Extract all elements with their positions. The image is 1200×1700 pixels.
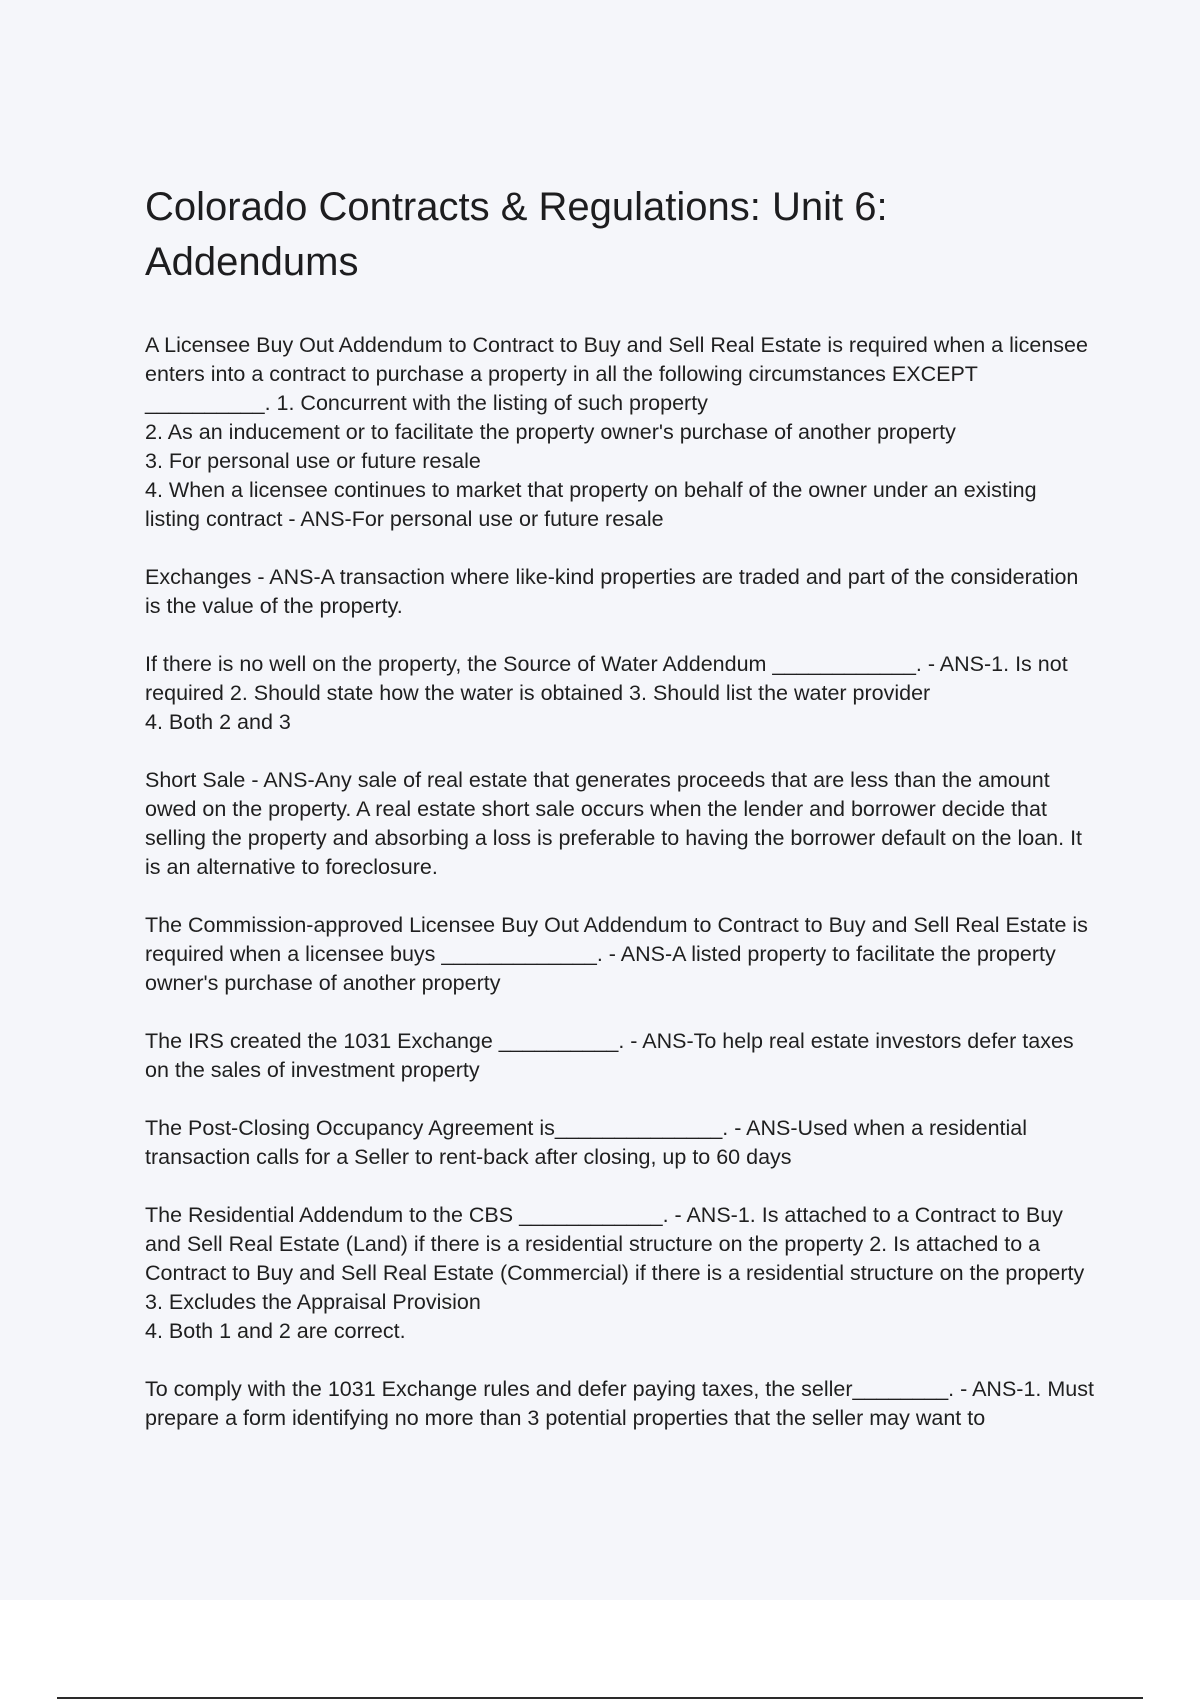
qa-item bbox=[145, 1201, 1095, 1346]
qa-item bbox=[145, 331, 1095, 534]
page-title: Colorado Contracts & Regulations: Unit 6: Addendums bbox=[145, 185, 888, 284]
qa-text: The IRS created the 1031 Exchange __________. - ANS-To help real estate investors defer taxes on the sales of investment property bbox=[145, 1029, 1074, 1082]
qa-item bbox=[145, 1375, 1095, 1433]
qa-item bbox=[145, 911, 1095, 998]
qa-text: The Commission-approved Licensee Buy Out Addendum to Contract to Buy and Sell Real Estate is required when a licensee buys _____________. - ANS-A listed property to facilitate the property owner's purchase of another property bbox=[145, 913, 1088, 995]
qa-item bbox=[145, 650, 1095, 737]
qa-text: Short Sale - ANS-Any sale of real estate that generates proceeds that are less than the amount owed on the property. A real estate short sale occurs when the lender and borrower decide that selling the property and absorbing a loss is preferable to having the borrower default on the loan. It is an alternative to foreclosure. bbox=[145, 768, 1083, 879]
qa-item bbox=[145, 563, 1095, 621]
qa-item bbox=[145, 1114, 1095, 1172]
qa-text: The Residential Addendum to the CBS ____________. - ANS-1. Is attached to a Contract to Buy and Sell Real Estate (Land) if there is a residential structure on the property 2. Is attached to a Contract to Buy and Sell Real Estate (Commercial) if there is a residential structure on the property 3. Excludes the Appraisal Provision 4. Both 1 and 2 are correct. bbox=[145, 1203, 1085, 1343]
qa-text: If there is no well on the property, the Source of Water Addendum ____________. - ANS-1. Is not required 2. Should state how the water is obtained 3. Should list the water provider 4. Both 2 and 3 bbox=[145, 652, 1068, 734]
qa-text: Exchanges - ANS-A transaction where like-kind properties are traded and part of the consideration is the value of the property. bbox=[145, 565, 1079, 618]
qa-item bbox=[145, 1027, 1095, 1085]
qa-list bbox=[145, 331, 1095, 1462]
footer-divider bbox=[57, 1697, 1143, 1699]
qa-text: To comply with the 1031 Exchange rules and defer paying taxes, the seller________. - ANS-1. Must prepare a form identifying no more than 3 potential properties that the seller may want to bbox=[145, 1377, 1094, 1430]
qa-item bbox=[145, 766, 1095, 882]
qa-text: A Licensee Buy Out Addendum to Contract to Buy and Sell Real Estate is required when a licensee enters into a contract to purchase a property in all the following circumstances EXCEPT __________. 1. Concurrent with the listing of such property 2. As an inducement or to facilitate the property owner's purchase of another property 3. For personal use or future resale 4. When a licensee continues to market that property on behalf of the owner under an existing listing contract - ANS-For personal use or future resale bbox=[145, 333, 1088, 531]
qa-text: The Post-Closing Occupancy Agreement is______________. - ANS-Used when a residential transaction calls for a Seller to rent-back after closing, up to 60 days bbox=[145, 1116, 1028, 1169]
